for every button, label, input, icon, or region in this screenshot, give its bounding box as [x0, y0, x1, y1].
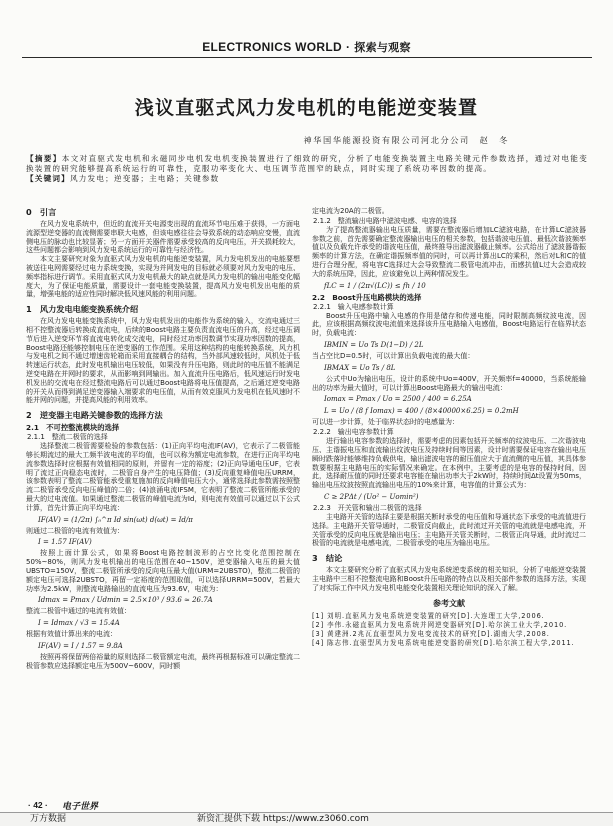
paragraph: 根据有效值计算出来的电流：: [26, 630, 117, 639]
paragraph: 为了提高整流器输出电压质量，需要在整流器后增加LC滤波电路，在计算LC滤波器参数之前，首先需要确定整流器输出电压的相关参数，包括谐波电压值、最低次谐波频率值以及负载允许承受的谐波电压值，最终推导出滤波器截止频率。公式给出了滤波器谐振频率的计算方法，在确定谐振频率值的同时，可以再计算出LC的乘积，然后对L和C的值进行合理分配，将电容C选择过大会导致整流二极管电流冲击，而感抗值L过大会造成较大的系统压降，因此，应该避免以上两种情况发生。: [312, 225, 586, 278]
section-heading: 0 引言: [26, 207, 57, 217]
magazine-logo: 电子世界: [62, 802, 99, 812]
paragraph: 进行输出电容参数的选择时，需要考虑的因素包括开关频率的纹波电压、二次谐波电压、主谐振电压和直流输出纹波电压及持续时间等因素，设计时需要保证电容在输出电压瞬时跌落时能够维持负载供电，输出滤波电容的耐压值应大于直流侧的电压值，其具体参数要根据主电路电压的实际情况来确定。在本例中，主要考虑的是电容的保持时间，因此，选择耐压值的同时还要求电容能在输出功率大于2kW时，持续时间Δt设置为50ms，输出电压纹波按照直流输出电压的10%来计算，电容值的计算公式为：: [312, 437, 586, 490]
subsubsection-heading: 2.2.3 开关管和输出二极管的选择: [313, 503, 422, 512]
subsubsection-heading: 2.2.1 输入电感参数计算: [313, 302, 394, 311]
subsection-heading: 2.1 不可控整流模块的选择: [26, 423, 120, 433]
equation: C ≥ 2PΔt / (Uo² − Uomin²): [324, 492, 419, 501]
keywords-label: 【关键词】: [26, 174, 70, 184]
reference-item: [4] 陈志伟.直驱型风力发电系统电能逆变器的研究[D].哈尔滨工程大学,2011.: [312, 638, 575, 647]
abstract-block: [26, 154, 588, 185]
running-header: [0, 39, 613, 55]
abstract: [26, 154, 588, 174]
paragraph: Boost升压电路中输入电感的作用是储存和传递电能，同时限制高频纹波电流，因此，应该根据高频纹波电流值来选择该升压电路输入电感值，Boost电路运行在临界状态时，负载电流：: [312, 311, 586, 338]
equation: IF(AV) = I / 1.57 = 9.8A: [38, 641, 123, 650]
section-heading: 2 逆变器主电路关键参数的选择方法: [26, 410, 163, 421]
paragraph: 在风力发电电能变换系统中，风力发电机发出的电能作为系统的输入，交流电通过三相不控整流器后转换成直流电，后续的Boost电路主要负责直流电压的升高，经过电压调节后进入逆变环节将直流电转化成交流电，同时经过功率因数调节实现功率因数的提高，Boost电路还能够控制电压在逆变器的工作范围。采用这种结构的电能转换系统，风力机与发电机之间不通过增速齿轮箱而采用直接耦合的结构，当外部风速较低时，风机处于低转速运行状态，此时发电机输出电压较低，如果没有升压电路，则此时的电压值不能满足逆变电路在并网时的要求，从而影响到网输出。加入直流升压电路后，低风速运行时发电机发出的交流电在经过整流电路后可以通过Boost电路将电压值提高，之后通过逆变电路的开关从而得到满足逆变器输入端要求的电压值，从而有效克服风力发电机在低风速时不能并网的问题，并提高风能的利用效率。: [26, 317, 300, 405]
equation: IBMIN = Uo Ts D(1−D) / 2L: [324, 340, 424, 349]
article-title: 浅议直驱式风力发电机的电能逆变装置: [134, 97, 479, 119]
paragraph: 当占空比D=0.5时，可以计算出负载电流的最大值：: [312, 351, 475, 360]
watermark-database: 万方数据: [30, 814, 67, 824]
paragraph: 本文主要研究对象为直驱式风力发电机的电能逆变装置，风力发电机发出的电能要想被送往电网需要经过电力系统变换，实现为并网发电的目标就必须要对风力发电的电压、频率指标进行调节。采用直驱式风力发电机最大的缺点就是风力发电机的输出电能变化幅度大，为了保证电能质量，需要设计一套电能变换装置，提高风力发电机发出电能的质量，增强电能的适应性同时解决低风速风能的利用问题。: [26, 255, 300, 299]
paragraph: 按照再将保留两倍裕量的原则选择二极管额定电流，最终再根据标准可以确定整流二极管参数应选择额定电压为500V~600V，同时额: [26, 652, 300, 670]
equation: L = Uo / (8 f Iomax) = 400 / (8×40000×6.25) = 0.2mH: [324, 407, 519, 416]
section-heading: 1 风力发电电能变换系统介绍: [26, 304, 139, 315]
section-heading: 3 结论: [312, 553, 343, 564]
header-separator: ·: [345, 40, 351, 54]
keywords: [26, 174, 588, 184]
right-column: [312, 207, 586, 795]
equation: IBMAX = Uo Ts / 8L: [324, 363, 396, 372]
paragraph: 可以进一步计算，处于临界状态时的电感量为：: [312, 418, 459, 427]
equation: Idmax = Pmax / Udmin = 2.5×10³ / 93.6 ≈ 26.7A: [38, 596, 213, 605]
paragraph: 主电路开关管的选择主要是根据关断时承受的电压值和导通状态下承受的电流值进行选择。主电路开关管导通时，二极管反向截止，此时流过开关管的电流就是电感电流，开关管承受的反向电压就是输出电压；主电路开关管关断时，二极管正向导通，此时流过二极管的电流就是电感电流，二极管承受的电压为输出电压。: [312, 512, 586, 548]
references-heading: 参考文献: [433, 598, 465, 608]
subsection-heading: 2.2 Boost升压电路模块的选择: [312, 292, 422, 302]
equation: I = Idmax / √3 = 15.4A: [38, 619, 120, 628]
equation: Iomax = Pmax / Uo = 2500 / 400 = 6.25A: [324, 395, 472, 404]
subsubsection-heading: 2.2.2 输出电容参数计算: [313, 428, 394, 437]
paragraph: 本文主要研究分析了直驱式风力发电系统逆变系统的相关知识，分析了电能逆变装置主电路中三相不控整流电路和Boost升压电路的特点以及相关部件参数的选择方法，实现了对实际工作中风力发电机电能变化装置相关理论知识的深入了解。: [312, 566, 586, 592]
journal-name: ELECTRONICS WORLD: [202, 40, 342, 54]
reference-item: [1] 刘明.直驱风力发电系统逆变装置的研究[D].大连理工大学,2006.: [312, 611, 545, 620]
header-rule: [22, 57, 592, 58]
reference-item: [2] 李伟.永磁直驱风力发电系统并网逆变器研究[D].哈尔滨工业大学,2010.: [312, 620, 568, 629]
subsubsection-heading: 2.1.1 整流二极管的选择: [27, 433, 108, 442]
keywords-text: 风力发电；逆变器；主电路；关键参数: [69, 174, 220, 184]
equation: IF(AV) = (1/2π) ∫₀^π Id sin(ωt) d(ωt) = Id/π: [38, 515, 193, 524]
paragraph: 按照上面计算公式，如果将Boost电路控制波形的占空比变化范围控制在50%~80%，则风力发电机输出的电压范围在40~150V，逆变器输入电压的最大值UBSTO=150V，整流二极管所承受的反向电压最大值(URM=2UBSTO)，整流二极管的额定电压可选择2UBSTO，再留一定裕度的范围取值，可以选择URRM=500V，若最大功率为2.5kW，则整流电路输出的直流电压为93.6V，电流为：: [26, 549, 300, 593]
equation: I = 1.57 IF(AV): [38, 538, 92, 547]
paragraph: 定电流为20A的二极管。: [312, 207, 389, 215]
equation: fLC = 1 / (2π√(LC)) ≤ fh / 10: [324, 281, 426, 290]
page-number: · 42 ·: [28, 800, 48, 810]
author-affiliation: 神华国华能源投资有限公司河北分公司 赵 冬: [303, 135, 509, 145]
paragraph: 则通过二极管的电流有效值为：: [26, 526, 124, 535]
paragraph: 整流二极管中通过的电流有效值：: [26, 607, 131, 616]
abstract-text: 本文对直驱式发电机和永磁同步电机发电机变换装置进行了细致的研究，分析了电能变换装置主电路关键元件参数选择，通过对电能变换装置的研究能够提高系统运行的可靠性，克服功率变化大、电压调节范围窄的缺点，同时实现了系统功率因数的提高。: [26, 154, 588, 174]
paragraph: 公式中Uo为输出电压，设计的系统中Uo=400V，开关频率f=40000，当系统能输出的功率为最大值时，可以计算出Boost电路最大的输出电流：: [312, 374, 586, 392]
section-name: 探索与观察: [354, 41, 411, 54]
paragraph: 在风力发电系统中，但近的直流开关电源变出现的直流环节电压难于获得，一方面电流源型逆变器的直流侧需要串联大电感，但该电感往往会导致系统的动态响应变慢，直流侧电压的脉动也比较显著；另一方面开关器件需要承受较高的反向电压，开关损耗较大，这些问题都会影响到风力发电系统运行的可靠性与经济性。: [26, 220, 300, 255]
reference-item: [3] 黄建洲.2兆瓦直驱型风力发电变流技术的研究[D].湖南大学,2008.: [312, 629, 550, 638]
abstract-label: 【摘要】: [26, 154, 62, 163]
left-column: [26, 207, 300, 795]
subsubsection-heading: 2.1.2 整流输出电路中滤波电感、电容的选择: [313, 216, 457, 225]
paragraph: 选择整流二极管需要检验的参数包括：(1)正向平均电流IF(AV)，它表示了二极管能够长期流过的最大工频半波电流的平均值，也可以称为额定电流参数，在进行正向平均电流参数选择时应根据有效值相同的原则，并留有一定的裕度；(2)正向导通电压UF，它表明了流过正向稳态电流时，二极管自身产生的电压降值；(3)反向重复峰值电压URRM，该参数表明了整流二极管能承受重复施加的反向峰值电压大小，通常选择此参数需按照整流二极管承受反向电压峰值的二倍；(4)浪涌电流IFSM，它表明了整流二极管所能承受的最大的过电流值。如果通过整流二极管的峰值电流为Id，则电流有效值可以通过以下公式计算，首先计算正向平均电流：: [26, 442, 300, 512]
watermark-download-notice: 新资汇提供下载 https://www.z3060.com: [197, 814, 369, 824]
